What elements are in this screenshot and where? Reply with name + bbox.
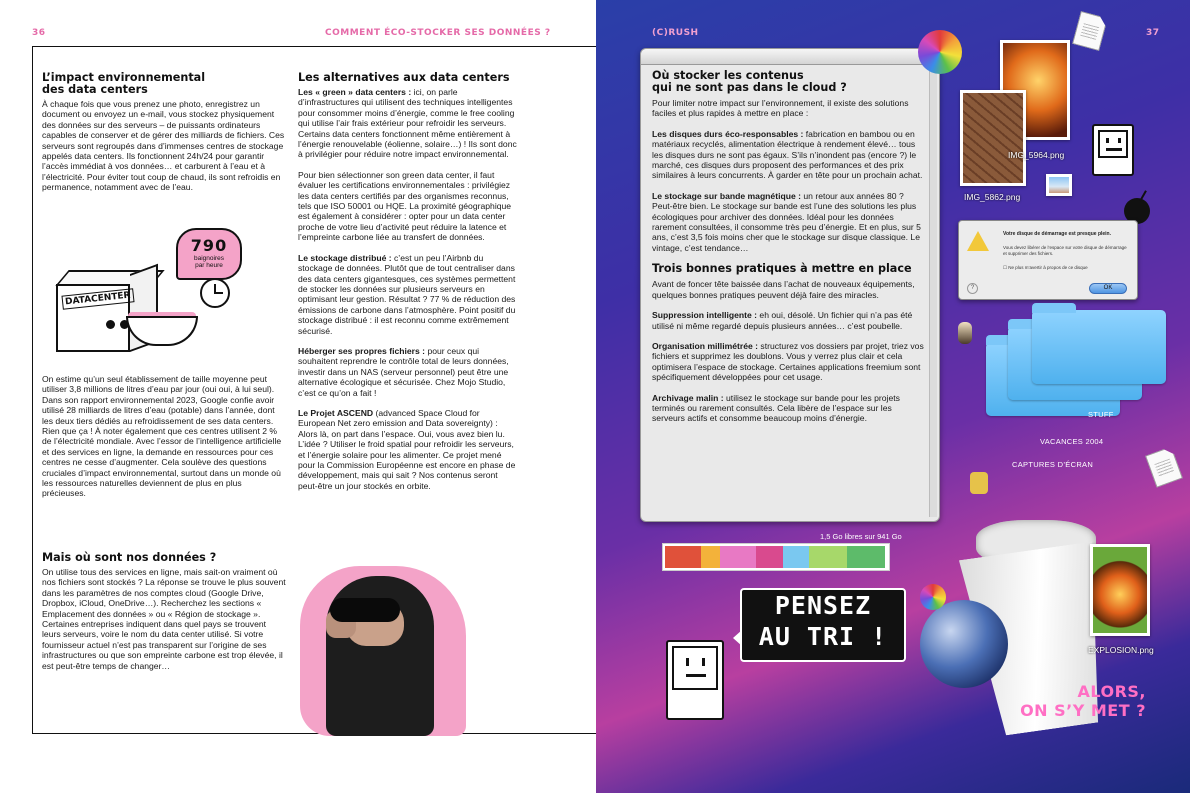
impact-body: On estime qu’un seul établissement de taille moyenne peut utiliser 3,8 millions de litres d’eau par jour (oui oui, à lui seul). Dans son rapport environnemental 2023, Google confie avoir utilisé 28 milliards de litres d’eau (potable) dans l’année, dont les deux tiers dédiés au refroidissement de ses data centers. Rien que ça ! À noter également que ces centres utilisent 2 % de l’électricité mondiale. Avec l’essor de l’intelligence artificielle et des services en ligne, la demande en ressources pour ces centres ne cesse d’augmenter. Cela soulève des questions cruciales d’impact environnemental, surtout dans un monde où les ressources naturelles deviennent de plus en plus précieuses. (42, 374, 282, 499)
impact-body-section (42, 374, 286, 509)
storage-segment (665, 546, 701, 568)
storage-segment (847, 546, 885, 568)
storage-segment (756, 546, 783, 568)
binoculars-photo (300, 566, 466, 736)
where-section (42, 552, 286, 681)
image-label: IMG_5964.png (1008, 150, 1065, 160)
storage-intro: Pour limiter notre impact sur l’environnement, il existe des solutions faciles et plus rapides à mettre en place : (652, 98, 909, 119)
storage-segment (701, 546, 721, 568)
image-label: IMG_5862.png (964, 192, 1021, 202)
warning-icon (967, 231, 989, 251)
hourglass-icon (958, 322, 972, 344)
impact-heading: L’impact environnemental des data centers (42, 71, 206, 96)
where-body: On utilise tous des services en ligne, mais sait-on vraiment où nos fichiers sont stockés ? La réponse se trouve le plus souvent dans les paramètres de nos comptes cloud (Google Drive, Dropbox, iCloud, OneDrive…). Recherchez les sections « Emplacement des données » ou « Région de stockage ». Certaines entreprises indiquent dans quel pays se trouvent leurs serveurs, voire le nom du data center utilisé. Si votre fournisseur actuel n’est pas transparent sur l’origine de ses infrastructures ou que son empreinte carbone est trop élevée, il est peut-être temps de changer… (42, 567, 286, 671)
sad-mac-icon (1092, 124, 1134, 176)
datacenter-illustration (54, 228, 244, 368)
help-button[interactable]: ? (967, 283, 978, 294)
green-paragraph: Les « green » data centers : ici, on parle d’infrastructures qui utilisent des techniques intelligentes pour consommer moins d’énergie, comme le free cooling qui utilise l’air frais extérieur pour refroidir les serveurs. Certains data centers fonctionnent même entièrement à l’énergie renouvelable (éolienne, solaire…) ! Ils sont donc à privilégier pour réduire notre impact environnemental. (298, 87, 517, 160)
disk-full-dialog (958, 220, 1138, 300)
storage-heading: Où stocker les contenus qui ne sont pas dans le cloud ? (652, 69, 847, 94)
badge-unit: baignoires par heure (194, 255, 224, 269)
host-paragraph: Héberger ses propres fichiers : pour ceux qui souhaitent reprendre le contrôle total de leurs données, investir dans un NAS (serveur personnel) peut être une alternative écologique et sécurisée. Chez Mojo Studio, c’est ce qu’on a fait ! (298, 345, 509, 398)
badge-number: 790 (190, 236, 228, 255)
eye-icon (106, 320, 115, 329)
page-number-left: 36 (32, 28, 46, 38)
window-scrollbar (929, 67, 937, 517)
folder-label: STUFF (1088, 410, 1114, 419)
storage-label: 1,5 Go libres sur 941 Go (820, 532, 902, 541)
disks-paragraph: Les disques durs éco-responsables : fabrication en bambou ou en matériaux recyclés, alimentation électrique à rendement élevé… tous les disques durs ne sont pas égaux. S’ils n’inondent pas (encore ?) le marché, ces disques durs proposent des performances et des prix similaires à leurs concurrents. À garder en tête pour un prochain achat. (652, 128, 923, 181)
dialog-title: Votre disque de démarrage est presque plein. (1003, 231, 1111, 237)
image-label: EXPLOSION.png (1088, 645, 1154, 655)
dialog-checkbox[interactable]: ☐ Ne plus m’avertir à propos de ce disque (1003, 265, 1088, 270)
slogan-line: ALORS, (1077, 682, 1146, 701)
distributed-paragraph: Le stockage distribué : c’est un peu l’Airbnb du stockage de données. Plutôt que de tout centraliser dans des data centers gigantesques, ces systèmes permettent de stocker les données sur plusieurs serveurs en optimisant leur gestion. Résultat ? 77 % de réduction des émissions de carbone dans l’atmosphère. Point positif du stockage distribué : il est reconnu comme extrêmement sécurisé. (298, 252, 516, 336)
impact-intro: À chaque fois que vous prenez une photo, enregistrez un document ou envoyez un e-mail, vous stockez physiquement des données sur des serveurs – de puissants ordinateurs capables de conserver et de gérer des milliards de fichiers. Ces serveurs sont regroupés dans d’immenses centres de stockage appelés data centers. Ils fonctionnent 24h/24 pour garantir l’accès immédiat à vos données… et carburent à l’eau et à l’électricité. Pour éviter tout coup de chaud, ils sont refroidis en permanence, notamment avec de l’eau. (42, 99, 285, 193)
impact-section (42, 72, 286, 203)
window-content (652, 70, 926, 434)
ok-button[interactable]: OK (1089, 283, 1127, 294)
small-photo (1046, 174, 1072, 196)
folder-label: CAPTURES D’ÉCRAN (1012, 460, 1094, 469)
speech-line: AU TRI ! (758, 622, 888, 651)
running-title: COMMENT ÉCO-STOCKER SES DONNÉES ? (325, 28, 551, 38)
bathtub-badge (176, 228, 242, 280)
practices-heading: Trois bonnes pratiques à mettre en place (652, 262, 912, 276)
datacenter-label: DATACENTER (61, 288, 134, 309)
organize-paragraph: Organisation millimétrée : structurez vos dossiers par projet, triez vos fichiers et supprimez les doublons. Vous y verrez plus clair et cela optimisera l’espace de stockage. Certaines applications freemium sont spécifiquement développées pour cet usage. (652, 340, 924, 383)
cursor-icon (970, 472, 988, 494)
slogan-line: ON S’Y MET ? (1020, 701, 1146, 720)
clock-icon (200, 278, 230, 308)
explosion-image (1090, 544, 1150, 636)
slogan (1020, 682, 1146, 720)
happy-mac-icon (666, 640, 724, 720)
storage-segment (783, 546, 810, 568)
speech-bubble (740, 588, 906, 662)
speech-line: PENSEZ (774, 591, 872, 620)
binoculars-icon (330, 598, 400, 622)
page-number-right: 37 (1146, 28, 1160, 38)
magazine-label: (C)RUSH (652, 28, 699, 38)
folder-icon[interactable] (1032, 310, 1166, 384)
delete-paragraph: Suppression intelligente : eh oui, désolé. Un fichier qui n’a pas été utilisé ni même regardé depuis plusieurs années… c’est poubelle. (652, 310, 913, 331)
dialog-text: Vous devez libérer de l’espace sur votre disque de démarrage et supprimer des fichiers. (1003, 245, 1127, 256)
alternatives-heading: Les alternatives aux data centers (298, 71, 510, 84)
green-select-paragraph: Pour bien sélectionner son green data center, il faut évaluer les certifications environnementales : privilégiez les data centers certifiés par des organismes reconnus, tels que ISO 50001 ou HQE. La proximité géographique est également à considérer : opter pour un data center proche de votre lieu d’activité peut réduire la latence et l’empreinte carbone liée au transfert de données. (298, 169, 512, 243)
storage-segment (809, 546, 847, 568)
color-wheel-icon (920, 584, 946, 610)
color-wheel-icon (918, 30, 962, 74)
globe-icon (920, 600, 1008, 688)
archive-paragraph: Archivage malin : utilisez le stockage sur bande pour les projets terminés ou rarement consultés. Cela libère de l’espace sur les serveurs actifs et consomme beaucoup moins d’énergie. (652, 392, 900, 424)
storage-bar (662, 543, 890, 571)
tape-paragraph: Le stockage sur bande magnétique : un retour aux années 80 ? Peut-être bien. Le stockage sur bande est l’une des solutions les plus écologiques pour archiver des données. Idéal pour les données rarement consultées, il consomme très peu d’énergie. Et en plus, sur 5 ans, c’est 3,5 fois moins cher que le stockage sur disque classique. Le vintage, c’est tendance… (652, 190, 921, 253)
window-titlebar (641, 49, 939, 65)
dry-earth-image (960, 90, 1026, 186)
storage-segment (720, 546, 756, 568)
folder-label: VACANCES 2004 (1040, 437, 1104, 446)
practices-intro: Avant de foncer tête baissée dans l’achat de nouveaux équipements, quelques bonnes pratiques peuvent déjà faire des miracles. (652, 279, 915, 300)
where-heading: Mais où sont nos données ? (42, 551, 217, 564)
ascend-paragraph: Le Projet ASCEND (advanced Space Cloud for European Net zero emission and Data sovereignty) : Alors là, on part dans l’espace. Oui, vous avez bien lu. L’idée ? Utiliser le froid spatial pour refroidir les serveurs, et l’énergie solaire pour les alimenter. Ce projet mené pour la Commission Européenne est encore en phase de développement, mais qui sait ? Nos contenus seront peut-être un jour stockés en orbite. (298, 407, 516, 491)
alternatives-section (298, 72, 518, 501)
